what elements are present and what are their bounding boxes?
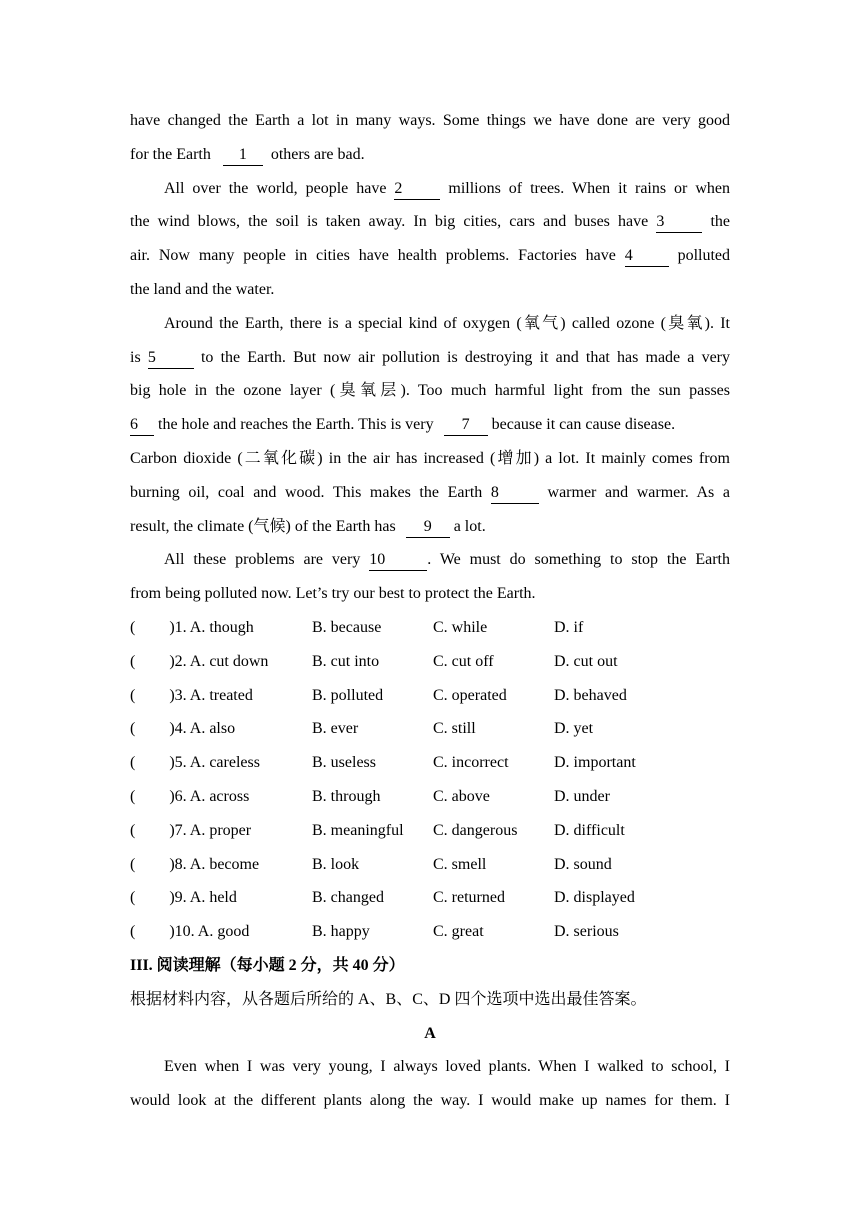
option-d: D. difficult bbox=[554, 821, 625, 839]
question-row: ( )1. A. though B. because C. while D. if bbox=[130, 611, 730, 645]
blank-5: 5 bbox=[148, 349, 194, 369]
question-row: ( )9. A. held B. changed C. returned D. displayed bbox=[130, 881, 730, 915]
option-c: C. cut off bbox=[433, 652, 494, 670]
option-d: D. sound bbox=[554, 855, 612, 873]
option-c: C. still bbox=[433, 720, 476, 738]
option-c: C. operated bbox=[433, 686, 507, 704]
passage-line: would look at the different plants along the way. I would make up names for them. I bbox=[130, 1092, 730, 1110]
blank-3: 3 bbox=[656, 213, 702, 233]
option-d: D. displayed bbox=[554, 889, 635, 907]
blank-4: 4 bbox=[625, 247, 669, 267]
passage-line: 6 the hole and reaches the Earth. This is very 7 because it can cause disease. bbox=[130, 408, 730, 442]
blank-9: 9 bbox=[406, 518, 450, 538]
passage-line: for the Earth 1 others are bad. bbox=[130, 138, 730, 172]
blank-1: 1 bbox=[223, 146, 263, 166]
option-c: C. returned bbox=[433, 889, 505, 907]
option-d: D. important bbox=[554, 754, 636, 772]
question-list bbox=[130, 611, 730, 949]
blank-6: 6 bbox=[130, 416, 154, 436]
option-b: B. polluted bbox=[312, 686, 384, 704]
option-d: D. serious bbox=[554, 923, 619, 941]
passage-line: is 5 to the Earth. But now air pollution is destroying it and that has made a very bbox=[130, 341, 730, 375]
blank-8: 8 bbox=[491, 484, 539, 504]
option-b: B. ever bbox=[312, 720, 359, 738]
option-b: B. happy bbox=[312, 923, 370, 941]
option-d: D. cut out bbox=[554, 652, 618, 670]
blank-10: 10 bbox=[369, 551, 427, 571]
passage-line: Around the Earth, there is a special kind of oxygen (氧气) called ozone (臭氧). It bbox=[164, 314, 730, 332]
part-label: A bbox=[424, 1024, 436, 1042]
option-b: B. useless bbox=[312, 754, 376, 772]
passage-line: All over the world, people have 2 millions of trees. When it rains or when bbox=[130, 172, 730, 206]
passage-line: Even when I was very young, I always loved plants. When I walked to school, I bbox=[164, 1058, 730, 1076]
question-row: ( )10. A. good B. happy C. great D. serious bbox=[130, 915, 730, 949]
option-d: D. behaved bbox=[554, 686, 627, 704]
option-b: B. look bbox=[312, 855, 360, 873]
document-page bbox=[130, 104, 730, 1118]
option-c: C. smell bbox=[433, 855, 487, 873]
section-heading: III. 阅读理解（每小题 2 分，共 40 分） bbox=[130, 956, 405, 974]
option-c: C. while bbox=[433, 618, 488, 636]
question-row: ( )4. A. also B. ever C. still D. yet bbox=[130, 712, 730, 746]
question-row: ( )2. A. cut down B. cut into C. cut off D. cut out bbox=[130, 645, 730, 679]
blank-7: 7 bbox=[444, 416, 488, 436]
question-row: ( )6. A. across B. through C. above D. under bbox=[130, 780, 730, 814]
question-row: ( )5. A. careless B. useless C. incorrect D. important bbox=[130, 746, 730, 780]
option-d: D. if bbox=[554, 618, 584, 636]
question-row: ( )7. A. proper B. meaningful C. dangerous D. difficult bbox=[130, 814, 730, 848]
question-row: ( )8. A. become B. look C. smell D. sound bbox=[130, 848, 730, 882]
option-c: C. incorrect bbox=[433, 754, 509, 772]
option-c: C. great bbox=[433, 923, 484, 941]
passage-line: the wind blows, the soil is taken away. In big cities, cars and buses have 3 the bbox=[130, 205, 730, 239]
option-b: B. cut into bbox=[312, 652, 380, 670]
passage-line: have changed the Earth a lot in many ways. Some things we have done are very good bbox=[130, 112, 730, 129]
passage-line: from being polluted now. Let’s try our best to protect the Earth. bbox=[130, 585, 536, 603]
passage-line: the land and the water. bbox=[130, 280, 275, 298]
section-instruction: 根据材料内容，从各题后所给的 A、B、C、D 四个选项中选出最佳答案。 bbox=[130, 990, 647, 1008]
passage-line: big hole in the ozone layer (臭氧层). Too much harmful light from the sun passes bbox=[130, 382, 730, 400]
option-d: D. under bbox=[554, 787, 610, 805]
passage-line: All these problems are very 10 . We must do something to stop the Earth bbox=[130, 543, 730, 577]
option-b: B. meaningful bbox=[312, 821, 404, 839]
option-b: B. through bbox=[312, 787, 381, 805]
option-b: B. because bbox=[312, 618, 382, 636]
option-d: D. yet bbox=[554, 720, 594, 738]
option-c: C. dangerous bbox=[433, 821, 518, 839]
passage-line: Carbon dioxide (二氧化碳) in the air has increased (增加) a lot. It mainly comes from bbox=[130, 449, 730, 467]
question-row: ( )3. A. treated B. polluted C. operated D. behaved bbox=[130, 679, 730, 713]
passage-line: result, the climate (气候) of the Earth has 9 a lot. bbox=[130, 510, 730, 544]
option-b: B. changed bbox=[312, 889, 384, 907]
blank-2: 2 bbox=[394, 180, 440, 200]
passage-line: air. Now many people in cities have health problems. Factories have 4 polluted bbox=[130, 239, 730, 273]
passage-line: burning oil, coal and wood. This makes the Earth 8 warmer and warmer. As a bbox=[130, 476, 730, 510]
option-c: C. above bbox=[433, 787, 490, 805]
